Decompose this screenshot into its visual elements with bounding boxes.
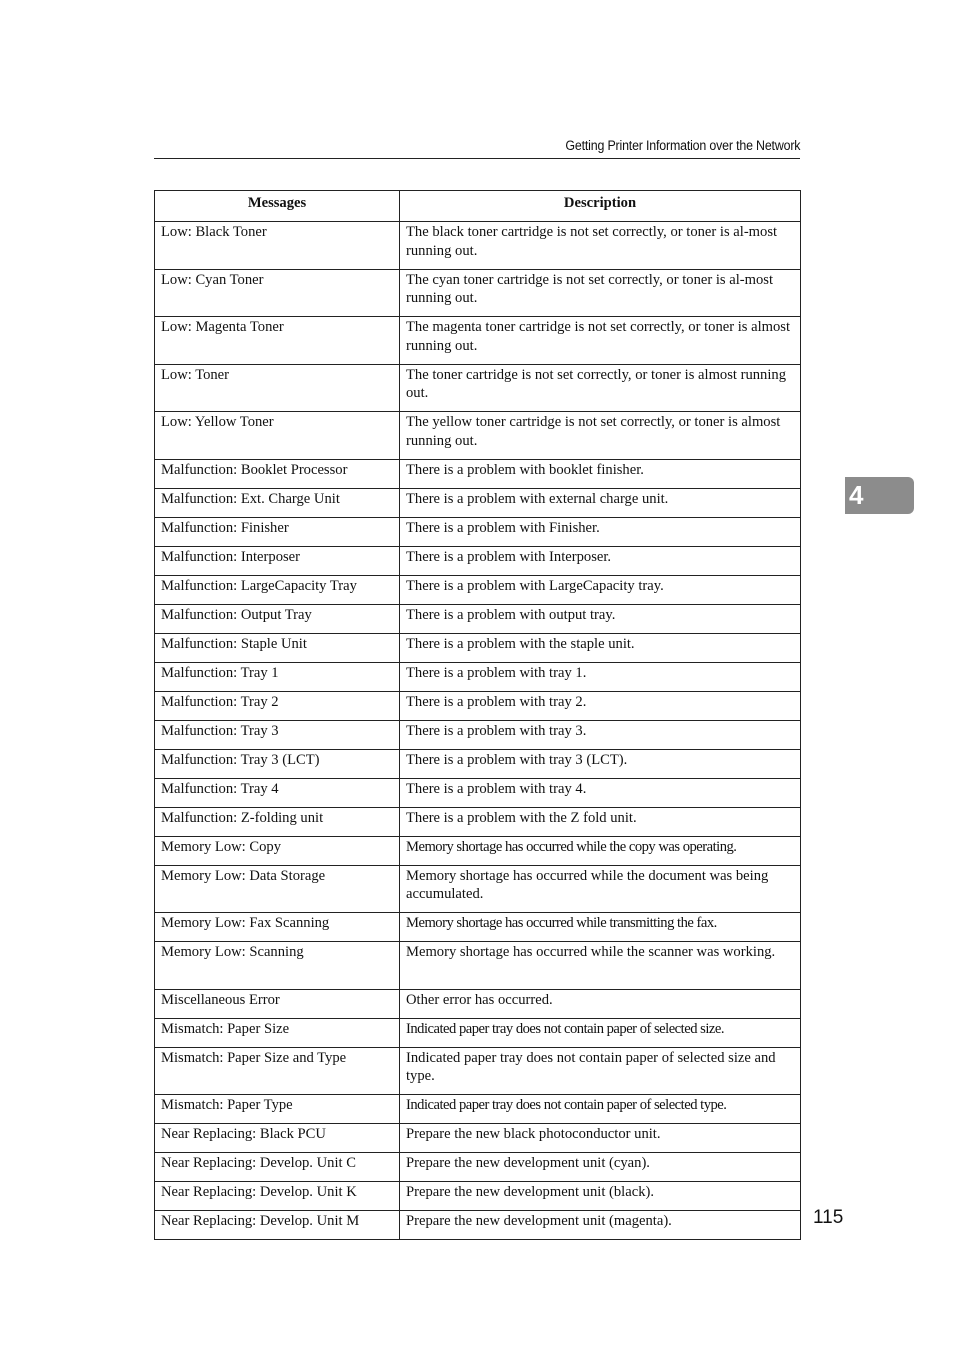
message-cell: Malfunction: Output Tray	[155, 604, 400, 633]
description-cell: There is a problem with tray 1.	[400, 662, 801, 691]
description-cell: Indicated paper tray does not contain paper of selected size and type.	[400, 1047, 801, 1095]
table-row	[155, 488, 801, 517]
table-row	[155, 546, 801, 575]
description-cell: Prepare the new development unit (magenta).	[400, 1211, 801, 1240]
table-row	[155, 575, 801, 604]
message-cell: Memory Low: Data Storage	[155, 865, 400, 913]
message-cell: Malfunction: Staple Unit	[155, 633, 400, 662]
message-cell: Near Replacing: Develop. Unit M	[155, 1211, 400, 1240]
table-row	[155, 942, 801, 990]
table-row	[155, 1211, 801, 1240]
message-cell: Memory Low: Scanning	[155, 942, 400, 990]
message-cell: Malfunction: Interposer	[155, 546, 400, 575]
description-cell: There is a problem with the Z fold unit.	[400, 807, 801, 836]
description-cell: Memory shortage has occurred while transmitting the fax.	[400, 913, 801, 942]
message-cell: Malfunction: Ext. Charge Unit	[155, 488, 400, 517]
table-row	[155, 989, 801, 1018]
description-cell: Prepare the new development unit (cyan).	[400, 1153, 801, 1182]
running-header: Getting Printer Information over the Network	[565, 138, 800, 153]
description-cell: Prepare the new black photoconductor unit.	[400, 1124, 801, 1153]
description-cell: Memory shortage has occurred while the copy was operating.	[400, 836, 801, 865]
message-cell: Malfunction: LargeCapacity Tray	[155, 575, 400, 604]
description-cell: Memory shortage has occurred while the scanner was working.	[400, 942, 801, 990]
table-row	[155, 604, 801, 633]
table-row	[155, 913, 801, 942]
message-cell: Memory Low: Fax Scanning	[155, 913, 400, 942]
table-row	[155, 1095, 801, 1124]
column-header-description: Description	[400, 191, 801, 222]
description-cell: There is a problem with tray 3 (LCT).	[400, 749, 801, 778]
message-cell: Malfunction: Tray 3 (LCT)	[155, 749, 400, 778]
description-cell: There is a problem with tray 4.	[400, 778, 801, 807]
table-row	[155, 691, 801, 720]
table-row	[155, 1182, 801, 1211]
description-cell: There is a problem with Interposer.	[400, 546, 801, 575]
message-cell: Low: Yellow Toner	[155, 412, 400, 460]
message-cell: Malfunction: Z-folding unit	[155, 807, 400, 836]
message-cell: Mismatch: Paper Size	[155, 1018, 400, 1047]
table-row	[155, 269, 801, 317]
table-row	[155, 633, 801, 662]
messages-table	[154, 190, 801, 1240]
description-cell: There is a problem with the staple unit.	[400, 633, 801, 662]
message-cell: Malfunction: Finisher	[155, 517, 400, 546]
header-rule	[154, 158, 800, 159]
message-cell: Malfunction: Booklet Processor	[155, 459, 400, 488]
message-cell: Malfunction: Tray 2	[155, 691, 400, 720]
chapter-tab: 4	[845, 477, 914, 514]
description-cell: The magenta toner cartridge is not set correctly, or toner is almost running out.	[400, 317, 801, 365]
table-row	[155, 662, 801, 691]
message-cell: Low: Toner	[155, 364, 400, 412]
message-cell: Malfunction: Tray 4	[155, 778, 400, 807]
description-cell: The yellow toner cartridge is not set correctly, or toner is almost running out.	[400, 412, 801, 460]
table-row	[155, 459, 801, 488]
description-cell: There is a problem with Finisher.	[400, 517, 801, 546]
description-cell: Indicated paper tray does not contain paper of selected type.	[400, 1095, 801, 1124]
table-row	[155, 1047, 801, 1095]
message-cell: Mismatch: Paper Size and Type	[155, 1047, 400, 1095]
table-row	[155, 807, 801, 836]
page-number: 115	[813, 1207, 844, 1228]
message-cell: Miscellaneous Error	[155, 989, 400, 1018]
description-cell: Other error has occurred.	[400, 989, 801, 1018]
table-row	[155, 317, 801, 365]
table-row	[155, 222, 801, 270]
message-cell: Near Replacing: Develop. Unit C	[155, 1153, 400, 1182]
description-cell: There is a problem with output tray.	[400, 604, 801, 633]
message-cell: Malfunction: Tray 3	[155, 720, 400, 749]
description-cell: Indicated paper tray does not contain paper of selected size.	[400, 1018, 801, 1047]
description-cell: There is a problem with external charge unit.	[400, 488, 801, 517]
description-cell: The cyan toner cartridge is not set correctly, or toner is al-most running out.	[400, 269, 801, 317]
description-cell: There is a problem with tray 2.	[400, 691, 801, 720]
message-cell: Low: Black Toner	[155, 222, 400, 270]
description-cell: There is a problem with booklet finisher.	[400, 459, 801, 488]
message-cell: Memory Low: Copy	[155, 836, 400, 865]
column-header-messages: Messages	[155, 191, 400, 222]
table-row	[155, 836, 801, 865]
description-cell: Memory shortage has occurred while the document was being accumulated.	[400, 865, 801, 913]
table-row	[155, 749, 801, 778]
message-cell: Low: Cyan Toner	[155, 269, 400, 317]
table-row	[155, 364, 801, 412]
table-row	[155, 517, 801, 546]
message-cell: Near Replacing: Develop. Unit K	[155, 1182, 400, 1211]
description-cell: There is a problem with LargeCapacity tray.	[400, 575, 801, 604]
table-row	[155, 720, 801, 749]
message-cell: Mismatch: Paper Type	[155, 1095, 400, 1124]
table-row	[155, 1124, 801, 1153]
table-row	[155, 1018, 801, 1047]
message-cell: Low: Magenta Toner	[155, 317, 400, 365]
table-row	[155, 412, 801, 460]
table-row	[155, 865, 801, 913]
message-cell: Malfunction: Tray 1	[155, 662, 400, 691]
description-cell: Prepare the new development unit (black).	[400, 1182, 801, 1211]
table-row	[155, 1153, 801, 1182]
table-row	[155, 778, 801, 807]
message-cell: Near Replacing: Black PCU	[155, 1124, 400, 1153]
description-cell: The toner cartridge is not set correctly, or toner is almost running out.	[400, 364, 801, 412]
description-cell: The black toner cartridge is not set correctly, or toner is al-most running out.	[400, 222, 801, 270]
table-header-row	[155, 191, 801, 222]
description-cell: There is a problem with tray 3.	[400, 720, 801, 749]
